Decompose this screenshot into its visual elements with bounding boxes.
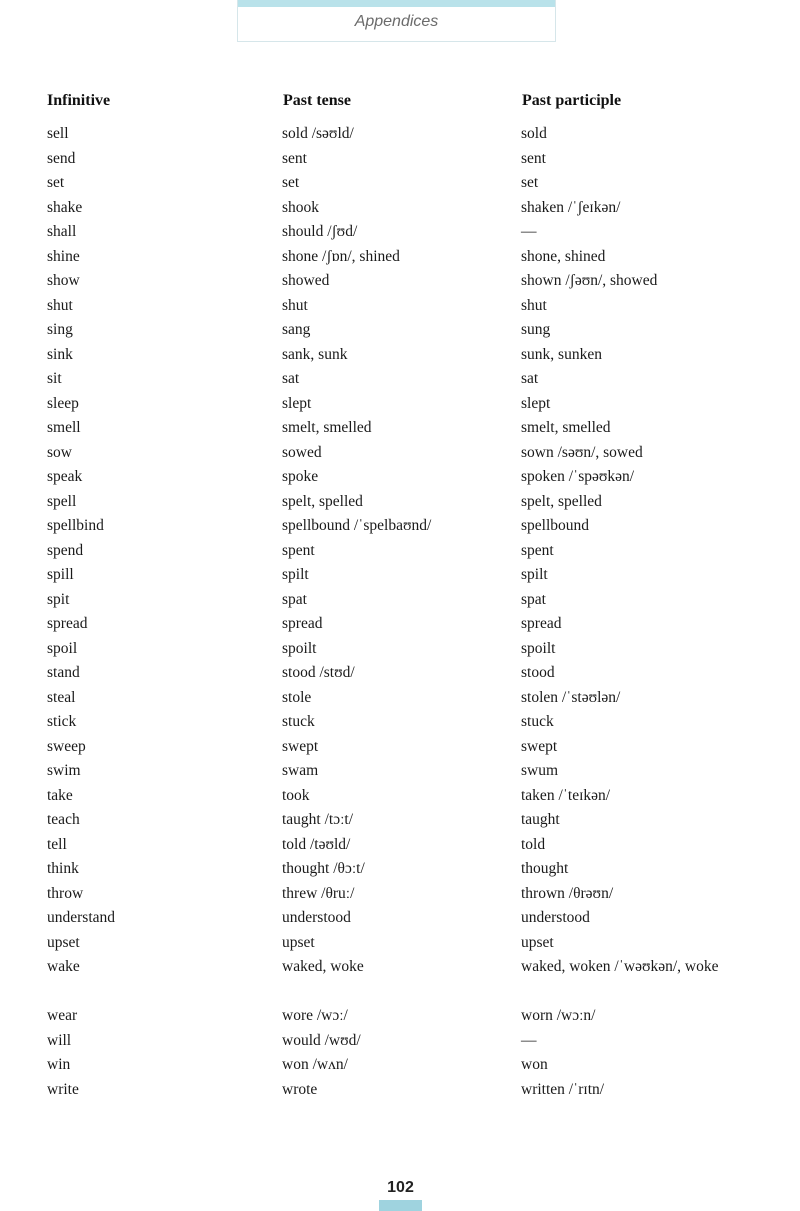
past-participle-cell: swept (521, 737, 558, 755)
table-row (0, 196, 800, 221)
past-participle-cell: swum (521, 762, 559, 779)
infinitive-cell: speak (47, 468, 83, 485)
infinitive-cell: sing (47, 321, 73, 338)
past-participle-cell: sold (521, 125, 547, 142)
past-tense-cell: spelt, spelled (282, 492, 363, 510)
infinitive-cell: spread (47, 615, 88, 632)
infinitive-cell: set (47, 174, 65, 191)
infinitive-cell: smell (47, 419, 81, 436)
column-header-past-participle: Past participle (522, 92, 622, 109)
infinitive-cell: wear (47, 1007, 78, 1024)
table-row (0, 343, 800, 368)
past-tense-cell: upset (282, 933, 315, 951)
infinitive-cell: steal (47, 688, 76, 706)
table-row (0, 367, 800, 392)
past-participle-cell: stood (521, 664, 555, 681)
table-row (0, 906, 800, 931)
past-participle-cell: spellbound (521, 517, 590, 534)
past-tense-cell: spent (282, 541, 315, 559)
past-participle-cell: sent (521, 149, 546, 167)
table-row (0, 563, 800, 588)
past-participle-cell: slept (521, 394, 551, 412)
table-row (0, 294, 800, 319)
past-participle-cell: sunk, sunken (521, 345, 602, 363)
table-row (0, 416, 800, 441)
past-tense-cell: would /wʊd/ (282, 1031, 361, 1049)
infinitive-cell: sit (47, 370, 62, 387)
infinitive-cell: teach (47, 811, 80, 828)
past-participle-cell: stuck (521, 713, 554, 730)
table-row (0, 612, 800, 637)
past-tense-cell: sang (282, 321, 311, 338)
table-row (0, 122, 800, 147)
past-participle-cell: shut (521, 296, 547, 314)
infinitive-cell: spell (47, 492, 77, 510)
past-tense-cell: spoke (282, 468, 319, 485)
past-tense-cell: understood (282, 909, 351, 926)
table-row (0, 1078, 800, 1103)
past-participle-cell: understood (521, 909, 590, 926)
table-row (0, 710, 800, 735)
infinitive-cell: shake (47, 198, 83, 216)
past-tense-cell: showed (282, 272, 330, 289)
table-row (0, 759, 800, 784)
column-header-infinitive: Infinitive (47, 92, 111, 109)
table-row (0, 392, 800, 417)
past-participle-cell: taken /ˈteɪkən/ (521, 786, 611, 804)
past-participle-cell: told (521, 835, 546, 853)
infinitive-cell: stick (47, 713, 77, 730)
section-title: Appendices (354, 13, 439, 30)
infinitive-cell: shall (47, 223, 77, 240)
table-row (0, 245, 800, 270)
past-tense-cell: thought /θɔːt/ (282, 860, 365, 877)
column-header-past-tense: Past tense (283, 92, 351, 109)
past-tense-cell: slept (282, 394, 312, 412)
past-tense-cell: swam (282, 762, 319, 779)
table-row (0, 1029, 800, 1054)
table-row (0, 465, 800, 490)
table-row (0, 857, 800, 882)
past-tense-cell: taught /tɔːt/ (282, 811, 354, 828)
past-participle-cell: spent (521, 541, 554, 559)
table-row (0, 686, 800, 711)
past-tense-cell: told /təʊld/ (282, 835, 351, 853)
past-participle-cell: shown /ʃəʊn/, showed (521, 272, 658, 289)
table-row (0, 514, 800, 539)
past-tense-cell: should /ʃʊd/ (282, 223, 358, 240)
past-participle-cell: — (521, 223, 537, 240)
table-row (0, 1004, 800, 1029)
past-participle-cell: smelt, smelled (521, 419, 611, 436)
table-row (0, 1053, 800, 1078)
past-tense-cell: swept (282, 737, 319, 755)
infinitive-cell: sweep (47, 737, 86, 755)
past-participle-cell: thought (521, 860, 569, 877)
past-tense-cell: sowed (282, 443, 322, 461)
irregular-verbs-table (0, 122, 800, 1102)
table-row (0, 955, 800, 1004)
infinitive-cell: wake (47, 958, 80, 975)
table-row (0, 735, 800, 760)
past-tense-cell: waked, woke (282, 958, 364, 975)
table-row (0, 171, 800, 196)
past-participle-cell: spelt, spelled (521, 492, 602, 510)
infinitive-cell: sleep (47, 394, 79, 412)
past-participle-cell: spoken /ˈspəʊkən/ (521, 468, 635, 485)
past-participle-cell: spread (521, 615, 562, 632)
section-header-tab (237, 0, 556, 42)
infinitive-cell: swim (47, 762, 81, 779)
table-row (0, 882, 800, 907)
past-tense-cell: spilt (282, 566, 309, 583)
table-row (0, 490, 800, 515)
infinitive-cell: send (47, 149, 76, 167)
infinitive-cell: take (47, 786, 73, 804)
past-participle-cell: sat (521, 370, 539, 387)
infinitive-cell: sink (47, 345, 73, 363)
past-participle-cell: — (521, 1031, 537, 1049)
table-row (0, 931, 800, 956)
infinitive-cell: sow (47, 443, 72, 461)
infinitive-cell: write (47, 1080, 79, 1098)
table-row (0, 784, 800, 809)
past-tense-cell: shut (282, 296, 308, 314)
infinitive-cell: tell (47, 835, 67, 853)
past-participle-cell: spoilt (521, 639, 556, 657)
past-participle-cell: taught (521, 811, 560, 828)
table-row (0, 441, 800, 466)
past-tense-cell: won /wʌn/ (282, 1056, 348, 1073)
past-tense-cell: sent (282, 149, 307, 167)
infinitive-cell: understand (47, 909, 116, 926)
past-tense-cell: wore /wɔː/ (282, 1007, 348, 1024)
past-tense-cell: shook (282, 198, 320, 216)
past-participle-cell: waked, woken /ˈwəʊkən/, woke (521, 958, 719, 975)
past-participle-cell: sung (521, 321, 551, 338)
past-participle-cell: shaken /ˈʃeɪkən/ (521, 198, 621, 216)
table-row (0, 269, 800, 294)
page-number-accent-bar (379, 1200, 422, 1211)
infinitive-cell: spend (47, 541, 84, 559)
past-tense-cell: stuck (282, 713, 315, 730)
header-accent-band (238, 0, 555, 7)
infinitive-cell: shut (47, 296, 73, 314)
infinitive-cell: show (47, 272, 80, 289)
table-row (0, 220, 800, 245)
past-tense-cell: took (282, 786, 310, 804)
infinitive-cell: stand (47, 664, 80, 681)
past-participle-cell: spat (521, 590, 546, 608)
table-row (0, 539, 800, 564)
past-participle-cell: stolen /ˈstəʊlən/ (521, 688, 621, 706)
past-tense-cell: sold /səʊld/ (282, 125, 354, 142)
infinitive-cell: throw (47, 884, 84, 902)
infinitive-cell: upset (47, 933, 80, 951)
infinitive-cell: will (47, 1031, 72, 1049)
past-participle-cell: won (521, 1056, 548, 1073)
past-tense-cell: stood /stʊd/ (282, 664, 355, 681)
past-tense-cell: shone /ʃɒn/, shined (282, 247, 400, 265)
table-row (0, 637, 800, 662)
past-participle-cell: set (521, 174, 539, 191)
infinitive-cell: spill (47, 566, 74, 583)
past-tense-cell: sank, sunk (282, 345, 348, 363)
infinitive-cell: spit (47, 590, 70, 608)
past-tense-cell: spoilt (282, 639, 317, 657)
past-tense-cell: spellbound /ˈspelbaʊnd/ (282, 517, 432, 534)
infinitive-cell: win (47, 1056, 71, 1073)
past-tense-cell: smelt, smelled (282, 419, 372, 436)
past-participle-cell: upset (521, 933, 554, 951)
past-tense-cell: wrote (282, 1080, 318, 1098)
table-row (0, 661, 800, 686)
infinitive-cell: shine (47, 247, 80, 265)
past-participle-cell: sown /səʊn/, sowed (521, 443, 643, 461)
past-tense-cell: stole (282, 688, 312, 706)
past-tense-cell: sat (282, 370, 300, 387)
past-tense-cell: spread (282, 615, 323, 632)
past-tense-cell: threw /θruː/ (282, 884, 355, 902)
infinitive-cell: spellbind (47, 517, 104, 534)
past-participle-cell: spilt (521, 566, 548, 583)
table-row (0, 833, 800, 858)
page-number-tab (379, 1178, 422, 1211)
table-row (0, 318, 800, 343)
infinitive-cell: think (47, 860, 79, 877)
infinitive-cell: sell (47, 125, 69, 142)
table-row (0, 147, 800, 172)
table-row (0, 588, 800, 613)
past-tense-cell: set (282, 174, 300, 191)
infinitive-cell: spoil (47, 639, 78, 657)
page-number: 102 (387, 1179, 414, 1196)
past-participle-cell: worn /wɔːn/ (521, 1007, 596, 1024)
past-participle-cell: written /ˈrɪtn/ (521, 1080, 605, 1098)
table-row (0, 808, 800, 833)
past-participle-cell: thrown /θrəʊn/ (521, 884, 614, 902)
past-tense-cell: spat (282, 590, 307, 608)
past-participle-cell: shone, shined (521, 247, 606, 265)
